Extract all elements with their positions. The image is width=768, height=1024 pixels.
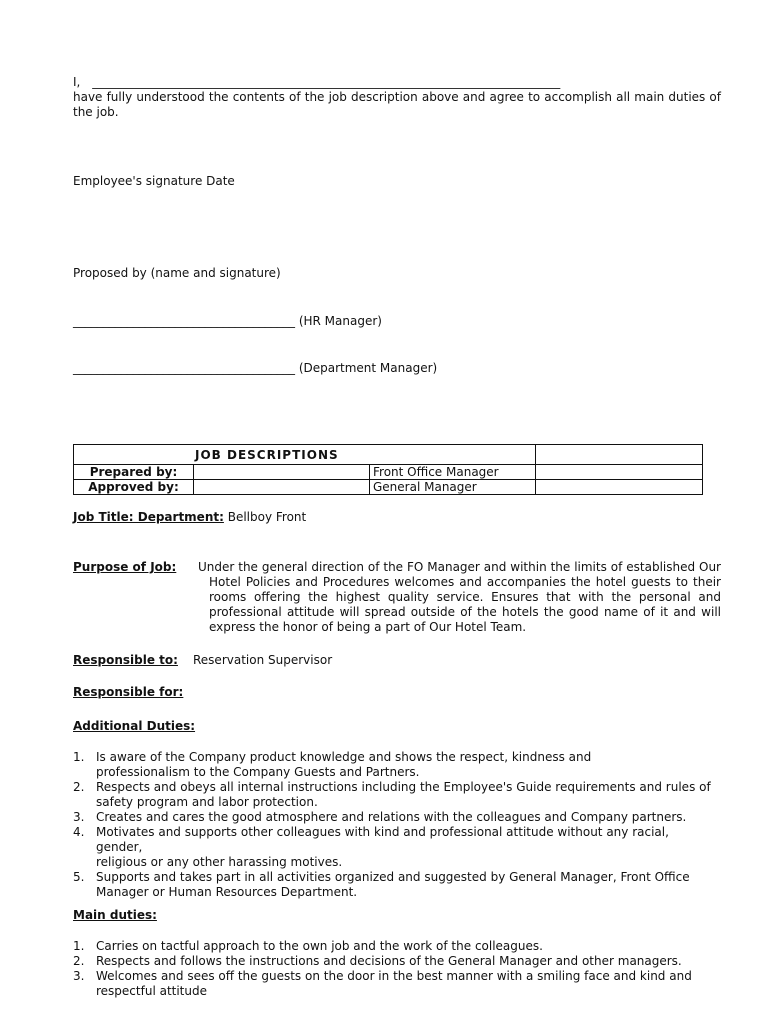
list-item-number: 1. xyxy=(73,939,85,953)
acknowledgement-prefix: I, xyxy=(73,75,81,89)
list-item xyxy=(73,825,713,870)
table-row xyxy=(74,465,703,480)
job-title-label: Job Title: Department: xyxy=(73,510,224,524)
table-cell xyxy=(536,465,703,480)
list-item xyxy=(73,939,713,954)
list-item-text: safety program and labor protection. xyxy=(96,795,318,809)
employee-signature-label: Employee's signature Date xyxy=(73,174,235,188)
responsible-for-label: Responsible for: xyxy=(73,685,184,699)
responsible-to-label: Responsible to: xyxy=(73,653,178,667)
approved-by-label: Approved by: xyxy=(74,480,194,495)
list-item-text: Motivates and supports other colleagues with kind and professional attitude without any racial, gender, xyxy=(96,825,669,854)
list-item-number: 3. xyxy=(73,969,85,983)
list-item xyxy=(73,810,713,825)
list-item xyxy=(73,870,713,900)
table-cell xyxy=(194,480,370,495)
list-item-number: 2. xyxy=(73,954,85,968)
list-item xyxy=(73,780,713,810)
name-blank: ______________________________________________________________________________ xyxy=(92,75,561,89)
list-item-text: Is aware of the Company product knowledge and shows the respect, kindness and xyxy=(96,750,592,764)
job-title-value: Bellboy Front xyxy=(223,510,307,524)
list-item xyxy=(73,750,713,780)
purpose-label: Purpose of Job: xyxy=(73,560,177,574)
list-item-text: respectful attitude xyxy=(96,984,207,998)
list-item-text: Creates and cares the good atmosphere and relations with the colleagues and Company partners. xyxy=(96,810,687,824)
approved-by-value: General Manager xyxy=(370,480,536,495)
list-item-text: religious or any other harassing motives. xyxy=(96,855,343,869)
list-item-text: Welcomes and sees off the guests on the door in the best manner with a smiling face and kind and xyxy=(96,969,692,983)
list-item-text: Carries on tactful approach to the own job and the work of the colleagues. xyxy=(96,939,543,953)
table-header-row xyxy=(74,445,703,465)
list-item xyxy=(73,969,713,999)
list-item-number: 4. xyxy=(73,825,85,839)
list-item-number: 1. xyxy=(73,750,85,764)
list-item-text: professionalism to the Company Guests and Partners. xyxy=(96,765,420,779)
list-item-number: 5. xyxy=(73,870,85,884)
list-item-text: Manager or Human Resources Department. xyxy=(96,885,358,899)
signature-blank: _____________________________________ xyxy=(73,314,295,328)
purpose-text-content: Under the general direction of the FO Manager and within the limits of established Our Hotel Policies and Procedures welcomes and accompanies the hotel guests to their rooms offering the highest quality service. Ensures that with the personal and professional attitude will spread outside of the hotels the good name of it and will express the honor of being a part of Our Hotel Team. xyxy=(198,560,721,634)
prepared-by-value: Front Office Manager xyxy=(370,465,536,480)
acknowledgement-line xyxy=(73,75,560,90)
list-item-text: Respects and follows the instructions and decisions of the General Manager and other managers. xyxy=(96,954,682,968)
acknowledgement-text: have fully understood the contents of the job description above and agree to accomplish all main duties of the job. xyxy=(73,90,721,119)
proposed-by-label: Proposed by (name and signature) xyxy=(73,266,281,280)
main-duties-heading: Main duties: xyxy=(73,908,157,922)
hr-manager-signature-line xyxy=(73,314,382,329)
prepared-by-label: Prepared by: xyxy=(74,465,194,480)
purpose-text xyxy=(198,560,721,635)
additional-duties-list xyxy=(73,750,713,900)
signature-role: (HR Manager) xyxy=(295,314,382,328)
list-item-text: Respects and obeys all internal instructions including the Employee's Guide requirements and rules of xyxy=(96,780,711,794)
signature-role: (Department Manager) xyxy=(295,361,438,375)
list-item-number: 2. xyxy=(73,780,85,794)
table-title: JOB DESCRIPTIONS xyxy=(74,445,536,465)
table-cell xyxy=(194,465,370,480)
table-cell xyxy=(536,445,703,465)
signature-blank: _____________________________________ xyxy=(73,361,295,375)
table-cell xyxy=(536,480,703,495)
responsible-to-value: Reservation Supervisor xyxy=(193,653,333,667)
additional-duties-heading: Additional Duties: xyxy=(73,719,196,733)
main-duties-list xyxy=(73,939,713,999)
department-manager-signature-line xyxy=(73,361,437,376)
list-item-text: Supports and takes part in all activities organized and suggested by General Manager, Front Office xyxy=(96,870,690,884)
table-row xyxy=(74,480,703,495)
list-item xyxy=(73,954,713,969)
job-title-line xyxy=(73,510,306,525)
list-item-number: 3. xyxy=(73,810,85,824)
job-description-table xyxy=(73,444,703,495)
